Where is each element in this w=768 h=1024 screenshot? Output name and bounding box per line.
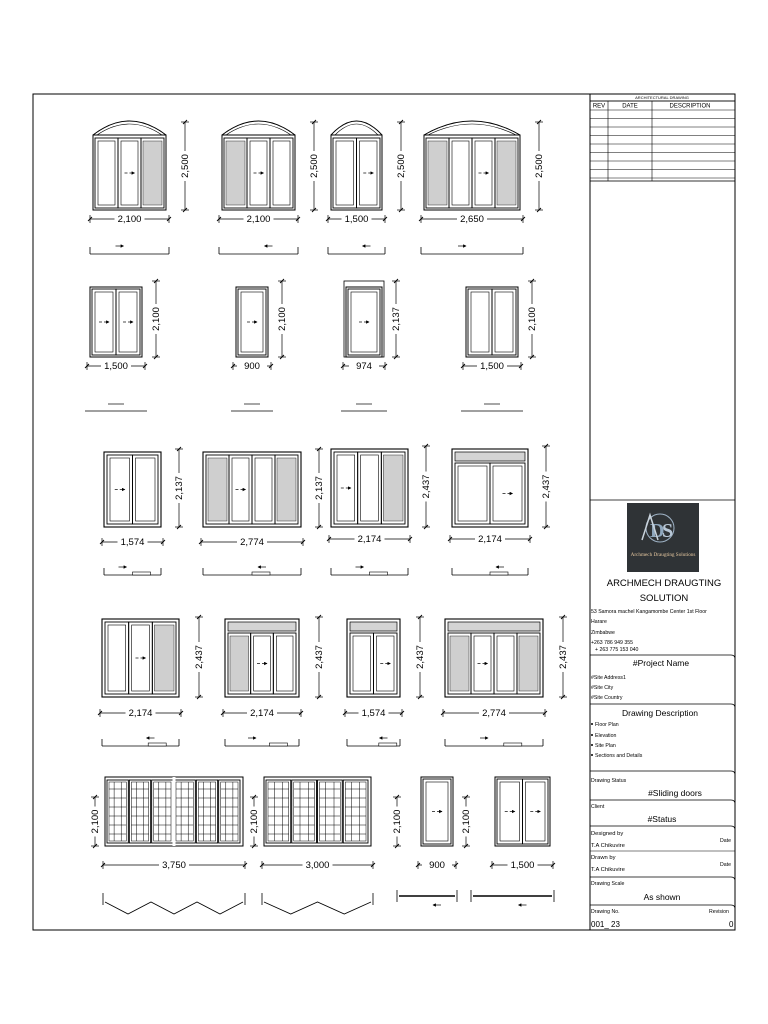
door-elevation bbox=[424, 121, 520, 210]
company-logo bbox=[627, 503, 699, 572]
door-elevation bbox=[466, 287, 518, 357]
door-plan bbox=[341, 404, 387, 411]
height-dimension-label: 2,100 bbox=[151, 307, 162, 331]
drawing-status-label: Drawing Status bbox=[591, 778, 627, 784]
height-dimension bbox=[308, 120, 320, 212]
door-plan bbox=[328, 246, 385, 254]
width-dimension bbox=[98, 707, 183, 719]
width-dimension bbox=[416, 859, 458, 871]
door-plan bbox=[90, 246, 169, 254]
title-block bbox=[590, 95, 735, 929]
height-dimension-label: 2,437 bbox=[415, 645, 426, 669]
site-city: #Site City bbox=[591, 685, 614, 691]
door-elevation bbox=[203, 452, 301, 527]
width-dimension-label: 2,174 bbox=[250, 708, 274, 719]
revision-label: Revision bbox=[709, 909, 729, 915]
drawing-status-value: #Sliding doors bbox=[648, 788, 702, 798]
height-dimension-label: 2,100 bbox=[527, 307, 538, 331]
width-dimension bbox=[199, 536, 305, 548]
height-dimension bbox=[313, 615, 325, 699]
door-plan bbox=[102, 738, 179, 746]
door-plan bbox=[104, 567, 161, 575]
height-dimension-label: 2,437 bbox=[314, 645, 325, 669]
title-block-header: ARCHITECTURAL DRAWING bbox=[635, 95, 689, 100]
height-dimension-label: 2,437 bbox=[194, 645, 205, 669]
door-plan bbox=[452, 567, 528, 575]
width-dimension bbox=[419, 213, 525, 225]
width-dimension-label: 1,500 bbox=[480, 361, 504, 372]
height-dimension-label: 2,100 bbox=[277, 307, 288, 331]
width-dimension-label: 1,574 bbox=[120, 537, 145, 548]
door-elevation bbox=[495, 777, 550, 846]
height-dimension-label: 2,500 bbox=[396, 154, 407, 178]
company-name-line1: ARCHMECH DRAUGTING bbox=[606, 578, 722, 589]
height-dimension bbox=[557, 615, 569, 699]
door-elevation bbox=[344, 281, 384, 357]
width-dimension bbox=[343, 707, 404, 719]
description-column-header: DESCRIPTION bbox=[669, 103, 711, 110]
width-dimension-label: 1,500 bbox=[510, 860, 535, 871]
description-item: Floor Plan bbox=[595, 722, 619, 728]
width-dimension bbox=[100, 536, 165, 548]
width-dimension-label: 900 bbox=[244, 361, 260, 372]
width-dimension bbox=[490, 859, 555, 871]
door-elevation bbox=[236, 287, 268, 357]
rev-column-header: REV bbox=[592, 103, 606, 110]
folding-door-plan bbox=[262, 893, 373, 914]
revision-value: 0 bbox=[729, 920, 734, 929]
client-value: #Status bbox=[647, 814, 677, 824]
folding-door-elevation bbox=[105, 777, 243, 846]
height-dimension bbox=[193, 615, 205, 699]
height-dimension bbox=[276, 279, 288, 359]
height-dimension bbox=[313, 447, 325, 529]
door-plan bbox=[219, 246, 298, 254]
width-dimension bbox=[448, 533, 532, 545]
logo-text: Archmech Draugting Solutions bbox=[630, 552, 696, 558]
drawing-description-label: Drawing Description bbox=[621, 708, 699, 718]
width-dimension-label: 2,100 bbox=[117, 214, 142, 225]
height-dimension bbox=[526, 279, 538, 359]
door-elevation bbox=[331, 121, 382, 210]
width-dimension bbox=[441, 707, 547, 719]
site-country: #Site Country bbox=[591, 695, 623, 701]
door-elevation bbox=[222, 121, 295, 210]
width-dimension bbox=[461, 360, 523, 372]
height-dimension-label: 2,437 bbox=[541, 474, 552, 499]
door-elevation bbox=[102, 619, 179, 697]
height-dimension bbox=[390, 279, 402, 359]
drawn-date-label: Date bbox=[720, 862, 731, 868]
door-elevation bbox=[452, 449, 528, 527]
width-dimension bbox=[88, 213, 171, 225]
height-dimension-label: 2,500 bbox=[180, 154, 191, 178]
width-dimension bbox=[217, 213, 300, 225]
company-phone-2: + 263 775 153 040 bbox=[595, 647, 639, 653]
designed-date-label: Date bbox=[720, 838, 731, 844]
height-dimension-label: 2,137 bbox=[174, 476, 185, 500]
width-dimension bbox=[326, 213, 387, 225]
svg-text:D: D bbox=[650, 520, 665, 542]
width-dimension-label: 1,574 bbox=[361, 708, 386, 719]
width-dimension-label: 2,174 bbox=[128, 708, 153, 719]
height-dimension bbox=[248, 795, 260, 848]
height-dimension-label: 2,137 bbox=[314, 476, 325, 500]
door-elevation bbox=[331, 449, 408, 527]
drawing-scale-label: Drawing Scale bbox=[591, 881, 625, 887]
width-dimension-label: 900 bbox=[429, 860, 445, 871]
width-dimension-label: 2,174 bbox=[478, 534, 502, 545]
door-elevation bbox=[421, 777, 453, 846]
door-elevation bbox=[93, 121, 166, 210]
door-plan bbox=[225, 738, 299, 746]
height-dimension-label: 2,437 bbox=[421, 474, 432, 499]
height-dimension bbox=[89, 795, 101, 848]
door-plan bbox=[421, 246, 523, 254]
height-dimension bbox=[179, 120, 191, 212]
height-dimension bbox=[173, 447, 185, 529]
description-item: Site Plan bbox=[595, 743, 616, 749]
height-dimension-label: 2,100 bbox=[392, 809, 403, 834]
height-dimension bbox=[540, 444, 552, 529]
width-dimension-label: 3,750 bbox=[162, 860, 186, 871]
width-dimension-label: 1,500 bbox=[104, 361, 128, 372]
door-elevations bbox=[85, 120, 569, 914]
width-dimension-label: 2,774 bbox=[240, 537, 264, 548]
height-dimension bbox=[150, 279, 162, 359]
width-dimension-label: 2,774 bbox=[482, 708, 506, 719]
folding-door-elevation bbox=[264, 777, 371, 846]
width-dimension-label: 3,000 bbox=[305, 860, 330, 871]
height-dimension bbox=[391, 795, 403, 848]
height-dimension bbox=[395, 120, 407, 212]
width-dimension-label: 2,100 bbox=[246, 214, 271, 225]
project-name: #Project Name bbox=[632, 658, 690, 668]
designed-by-label: Designed by bbox=[591, 831, 624, 837]
width-dimension-label: 1,500 bbox=[344, 214, 369, 225]
height-dimension-label: 2,137 bbox=[391, 307, 402, 331]
width-dimension-label: 2,650 bbox=[460, 214, 484, 225]
height-dimension-label: 2,437 bbox=[558, 645, 569, 669]
door-elevation bbox=[90, 287, 142, 357]
designed-by-value: T.A Chikuvire bbox=[591, 843, 625, 849]
door-plan bbox=[231, 404, 273, 411]
drawing-scale-value: As shown bbox=[643, 892, 681, 902]
date-column-header: DATE bbox=[622, 103, 638, 110]
client-label: Client bbox=[591, 804, 605, 810]
height-dimension bbox=[420, 444, 432, 529]
width-dimension bbox=[85, 360, 147, 372]
site-address: #Site Address1 bbox=[591, 675, 626, 681]
description-item: Sections and Details bbox=[595, 753, 643, 759]
door-elevation bbox=[347, 619, 400, 697]
door-elevation bbox=[104, 452, 161, 527]
company-address-line1: 53 Samora machel Kangamombe Center 1st Floor bbox=[591, 609, 707, 615]
folding-door-plan bbox=[103, 893, 245, 914]
company-address-line2: Harare bbox=[591, 619, 607, 625]
door-plan bbox=[461, 404, 523, 411]
door-elevation bbox=[445, 619, 543, 697]
width-dimension-label: 974 bbox=[356, 361, 372, 372]
drawing-number-value: 001_ 23 bbox=[591, 920, 620, 929]
width-dimension bbox=[327, 533, 412, 545]
door-plan bbox=[85, 404, 147, 411]
door-plan bbox=[471, 890, 554, 905]
company-address-line3: Zimbabwe bbox=[591, 630, 615, 636]
description-item: Elevation bbox=[595, 733, 617, 739]
door-plan bbox=[347, 738, 400, 746]
width-dimension-label: 2,174 bbox=[357, 534, 382, 545]
height-dimension bbox=[533, 120, 545, 212]
door-plan bbox=[397, 890, 457, 905]
width-dimension bbox=[341, 360, 387, 372]
height-dimension-label: 2,100 bbox=[249, 809, 260, 834]
width-dimension bbox=[260, 859, 375, 871]
description-list bbox=[591, 722, 643, 759]
drawing-number-label: Drawing No. bbox=[591, 909, 620, 915]
height-dimension-label: 2,100 bbox=[461, 809, 472, 834]
width-dimension bbox=[221, 707, 303, 719]
company-name-line2: SOLUTION bbox=[639, 593, 689, 604]
door-plan bbox=[331, 567, 408, 575]
svg-text:S: S bbox=[662, 520, 674, 542]
height-dimension-label: 2,500 bbox=[534, 154, 545, 178]
height-dimension bbox=[460, 795, 472, 848]
width-dimension bbox=[231, 360, 273, 372]
width-dimension bbox=[101, 859, 247, 871]
door-elevation bbox=[225, 619, 299, 697]
drawn-by-value: T.A Chikuvire bbox=[591, 867, 625, 873]
height-dimension-label: 2,500 bbox=[309, 154, 320, 178]
door-plan bbox=[445, 738, 543, 746]
height-dimension bbox=[414, 615, 426, 699]
company-phone-1: +263 786 949 355 bbox=[591, 640, 633, 646]
drawn-by-label: Drawn by bbox=[591, 855, 616, 861]
door-plan bbox=[203, 567, 301, 575]
height-dimension-label: 2,100 bbox=[90, 809, 101, 834]
